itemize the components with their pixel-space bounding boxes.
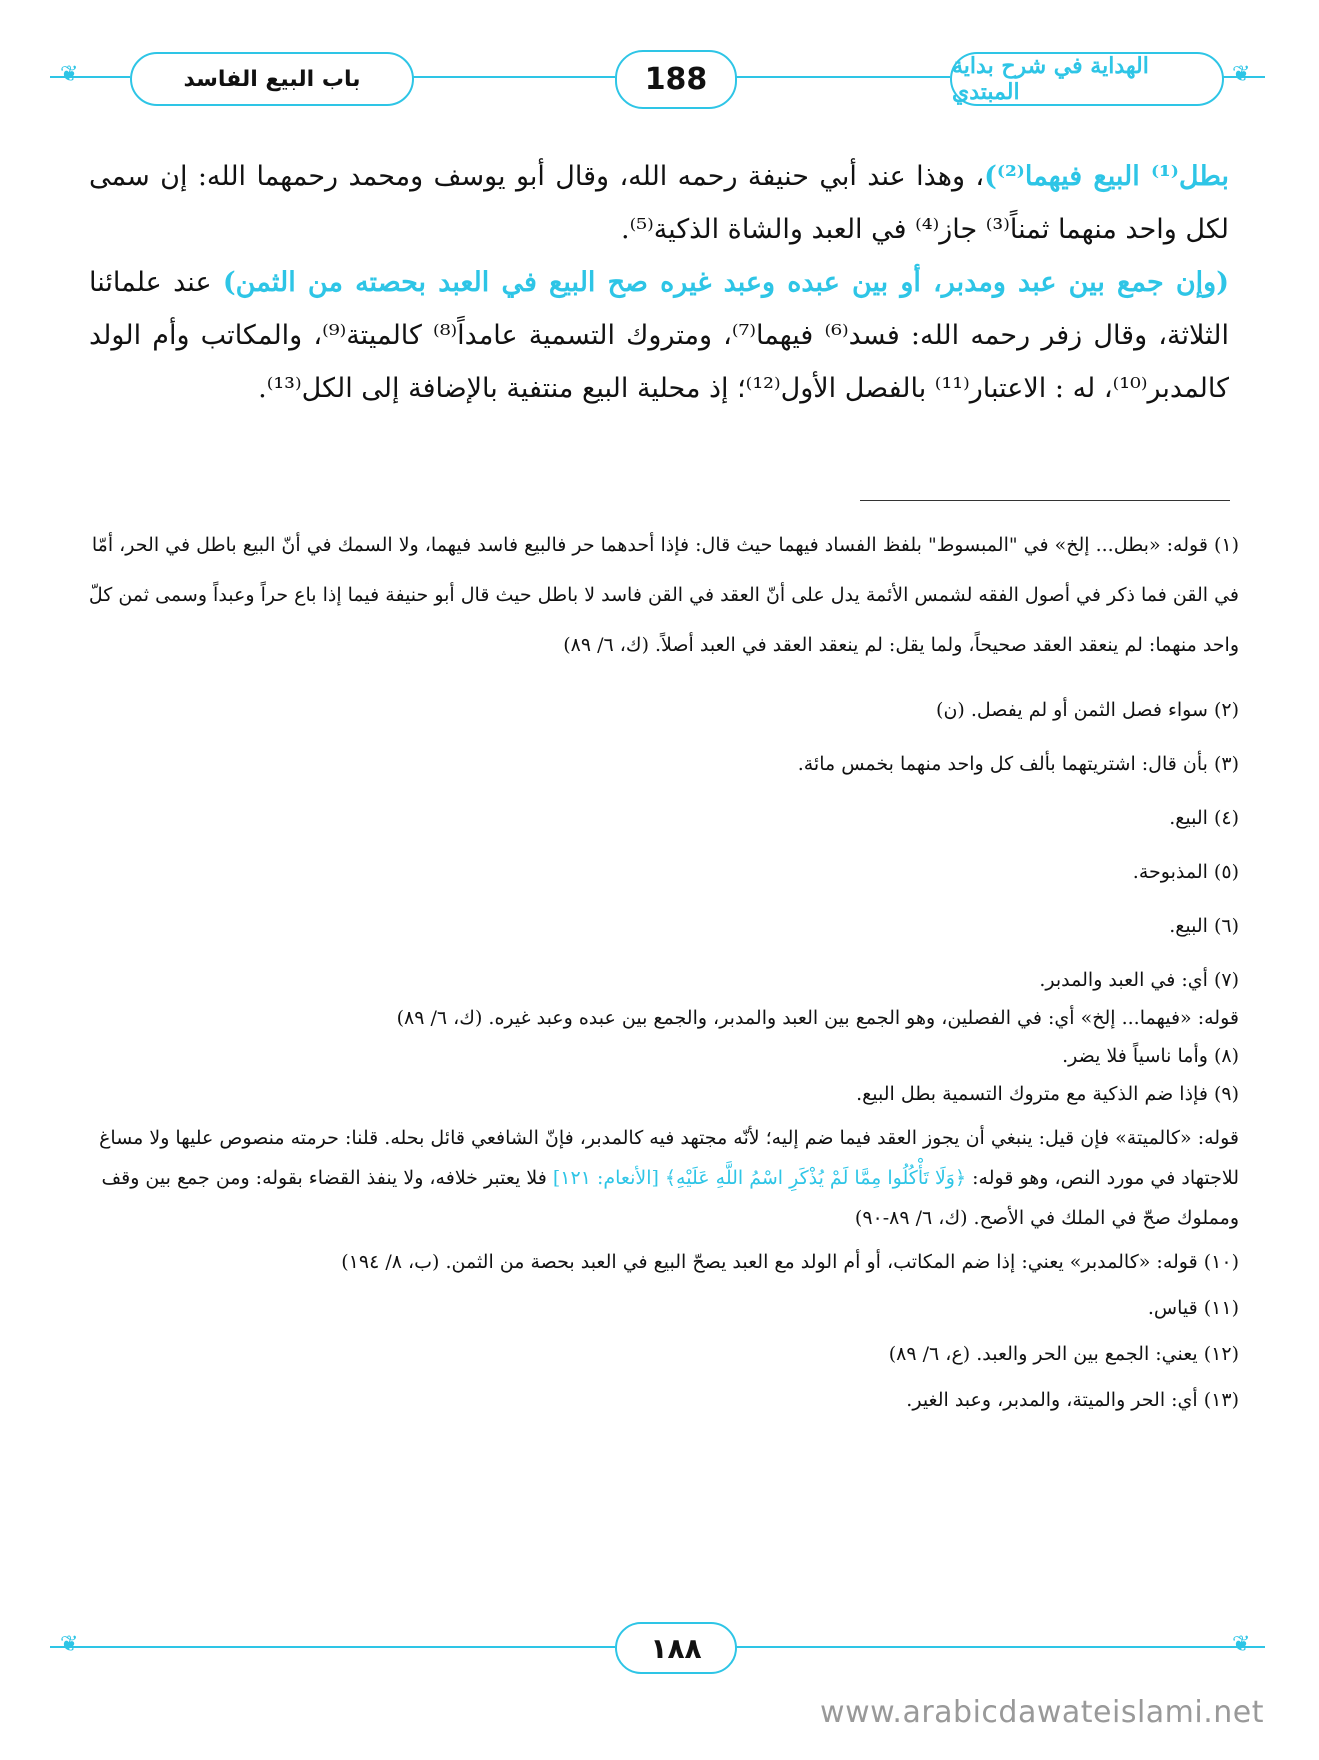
footnote-text: فلا يعتبر خلافه، ولا ينفذ القضاء بقوله: ومن جمع بين وقف ومملوك صحّ في الملك في الأصح. (ك، ٦/ ٨٩-٩٠) [101, 1167, 1239, 1229]
quran-quote: ﴿وَلَا تَأْكُلُوا مِمَّا لَمْ يُذْكَرِ اسْمُ اللَّهِ عَلَيْهِ﴾ [الأنعام: ١٢١] [552, 1167, 967, 1189]
footnote-8: (٨) وأما ناسياً فلا يضر. [1062, 1045, 1239, 1067]
footnote-9-comment [79, 1118, 1239, 1238]
website-watermark: www.arabicdawateislami.net [820, 1695, 1264, 1730]
footnotes [79, 520, 1239, 1440]
footnote-2: (٢) سواء فصل الثمن أو لم يفصل. (ن) [936, 699, 1239, 721]
footnote-7-comment: قوله: «فيهما... إلخ» أي: في الفصلين، وهو الجمع بين العبد والمدبر، والجمع بين عبده وعبد غيره. (ك، ٦/ ٨٩) [396, 1007, 1239, 1029]
main-paragraph-1 [89, 150, 1229, 256]
header-divider-mid-left [410, 76, 615, 78]
page-header [50, 38, 1265, 118]
footnote-12: (١٢) يعني: الجمع بين الحر والعبد. (ع، ٦/ ٨٩) [888, 1343, 1239, 1365]
footer-divider-left [50, 1646, 615, 1648]
matn-text: بطل⁽¹⁾ البيع فيهما⁽²⁾) [984, 161, 1229, 192]
matn-text: (وإن جمع بين عبد ومدبر، أو بين عبده وعبد غيره صح البيع في العبد بحصته من الثمن) [222, 267, 1229, 298]
page-number: 188 [615, 50, 737, 109]
main-text [89, 150, 1229, 415]
commentary-text: ، وهذا عند أبي حنيفة رحمه الله، وقال أبو يوسف ومحمد رحمهما الله: إن سمى لكل واحد منهما ثمناً⁽³⁾ جاز⁽⁴⁾ في العبد والشاة الذكية⁽⁵⁾. [89, 161, 1229, 245]
footer-page-number: ١٨٨ [615, 1622, 737, 1674]
footnote-11: (١١) قياس. [1147, 1297, 1239, 1319]
footnote-9: (٩) فإذا ضم الذكية مع متروك التسمية بطل البيع. [856, 1083, 1239, 1105]
footer-divider-right [733, 1646, 1265, 1648]
footnote-separator [860, 500, 1230, 501]
footnote-4: (٤) البيع. [1169, 807, 1239, 829]
chapter-title: باب البيع الفاسد [130, 52, 414, 106]
footnote-7: (٧) أي: في العبد والمدبر. [1039, 969, 1239, 991]
footnote-10: (١٠) قوله: «كالمدبر» يعني: إذا ضم المكاتب، أو أم الولد مع العبد يصحّ البيع في العبد بحصة من الثمن. (ب، ٨/ ١٩٤) [341, 1251, 1239, 1273]
footnote-text: قوله: «كالميتة» فإن قيل: ينبغي أن يجوز العقد فيما ضم إليه؛ لأنّه مجتهد فيه كالمدبر، فإنّ الشافعي قائل بحله. قلنا: حرمته منصوص عليها ولا مساغ للاجتهاد في مورد النص، وهو قوله: [99, 1127, 1239, 1189]
footnote-1: (١) قوله: «بطل... إلخ» في "المبسوط" بلفظ الفساد فيهما حيث قال: فإذا أحدهما حر فالبيع فاسد فيهما، ولا السمك في أنّ البيع باطل في الحر، أمّا في القن فما ذكر في أصول الفقه لشمس الأئمة يدل على أنّ العقد في القن فاسد لا باطل حيث قال أبو حنيفة فيما إذا باع حراً وعبداً وسمى ثمن كلّ واحد منهما: لم ينعقد العقد صحيحاً، ولما يقل: لم ينعقد العقد في العبد أصلاً. (ك، ٦/ ٨٩) [88, 534, 1239, 656]
ornament-icon: ❦ [1232, 62, 1251, 87]
commentary-text: عند علمائنا الثلاثة، وقال زفر رحمه الله: فسد⁽⁶⁾ فيهما⁽⁷⁾، ومتروك التسمية عامداً⁽⁸⁾ كالميتة⁽⁹⁾، والمكاتب وأم الولد كالمدبر⁽¹⁰⁾، له : الاعتبار⁽¹¹⁾ بالفصل الأول⁽¹²⁾؛ إذ محلية البيع منتفية بالإضافة إلى الكل⁽¹³⁾. [89, 267, 1229, 404]
footnote-6: (٦) البيع. [1169, 915, 1239, 937]
page-footer [50, 1610, 1265, 1680]
ornament-icon: ❦ [1232, 1632, 1251, 1657]
footnote-13: (١٣) أي: الحر والميتة، والمدبر، وعبد الغير. [906, 1389, 1239, 1411]
footnote-5: (٥) المذبوحة. [1132, 861, 1239, 883]
ornament-icon: ❦ [60, 1632, 79, 1657]
book-title: الهداية في شرح بداية المبتدي [950, 52, 1224, 106]
ornament-icon: ❦ [60, 62, 79, 87]
main-paragraph-2 [89, 256, 1229, 415]
footnote-3: (٣) بأن قال: اشتريتهما بألف كل واحد منهما بخمس مائة. [797, 753, 1239, 775]
header-divider-mid-right [733, 76, 950, 78]
